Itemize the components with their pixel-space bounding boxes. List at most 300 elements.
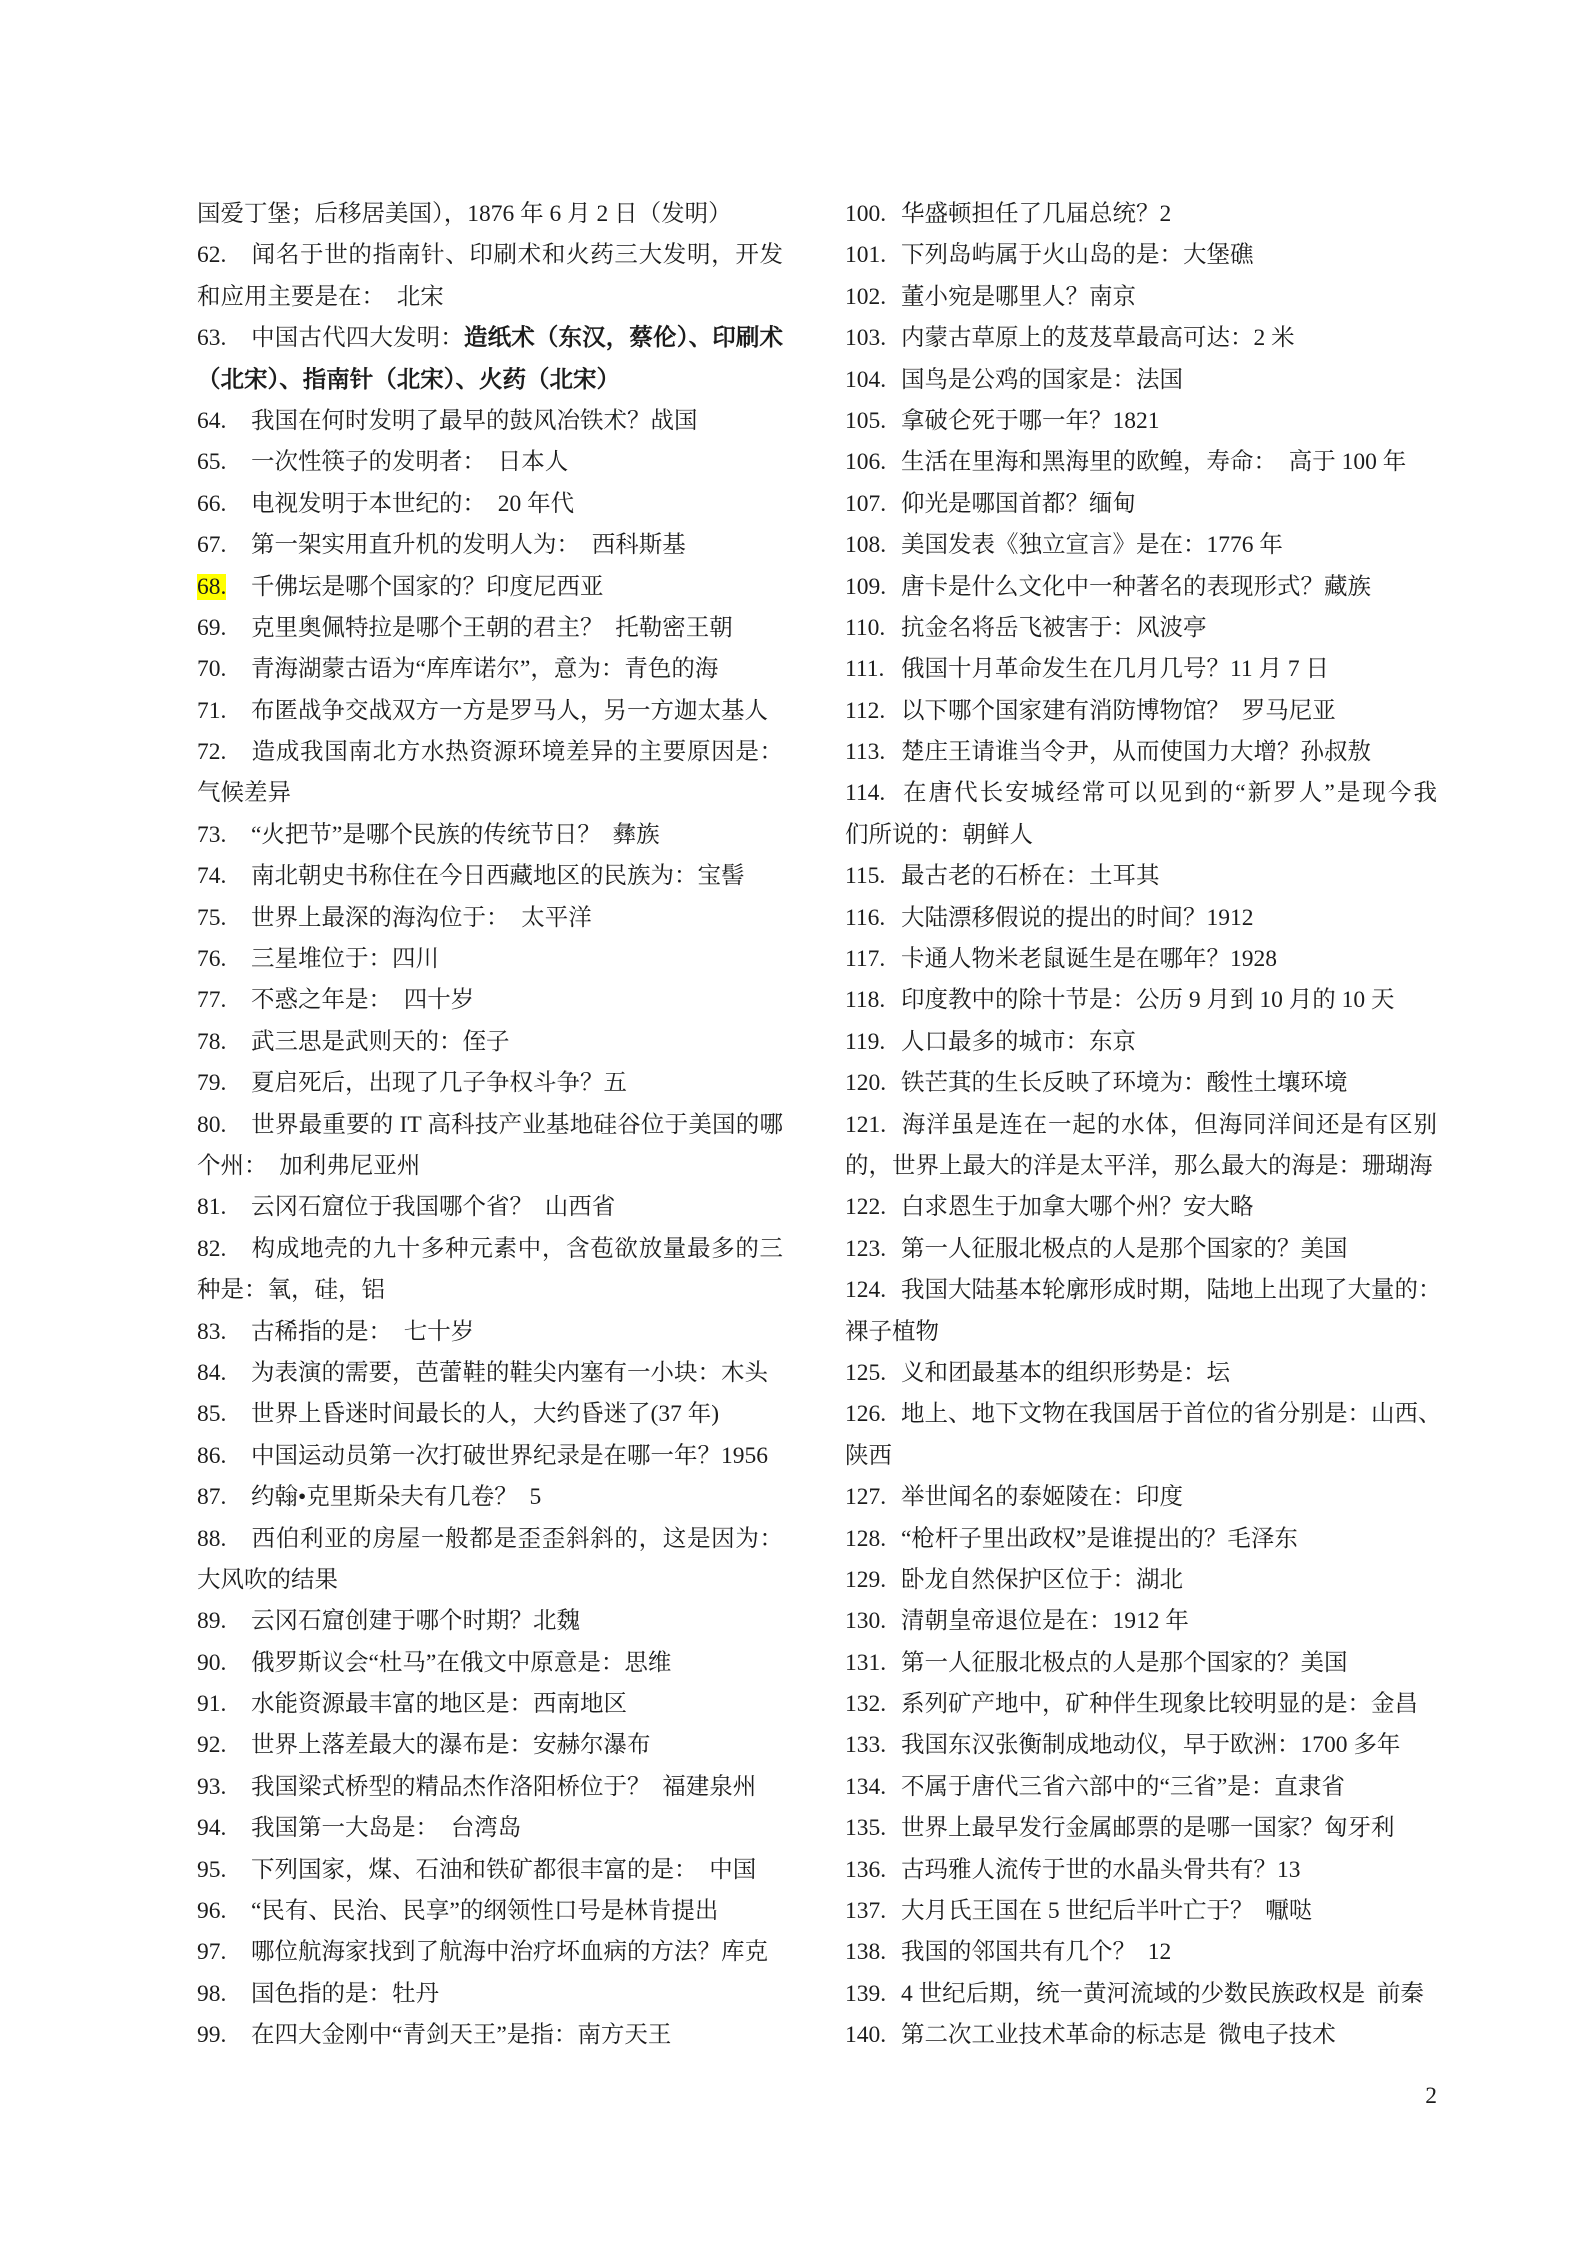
item-number (197, 1063, 251, 1104)
item-number-text: 85. (197, 1401, 227, 1428)
item-number (845, 1229, 901, 1270)
item-text: 第一人征服北极点的人是那个国家的？美国 (901, 1235, 1348, 1262)
list-item (197, 235, 783, 318)
item-line (197, 732, 783, 773)
item-text-bold: （北宋）、指南针（北宋）、火药（北宋） (197, 366, 620, 393)
item-text: 水能资源最丰富的地区是：西南地区 (251, 1691, 627, 1718)
item-number (845, 1643, 901, 1684)
item-number-text: 96. (197, 1898, 227, 1925)
item-line (845, 1436, 1437, 1477)
item-number-text: 110. (845, 614, 886, 641)
item-number (197, 1684, 251, 1725)
list-item (197, 318, 783, 401)
item-text: 国爱丁堡；后移居美国），1876 年 6 月 2 日（发明） (197, 201, 732, 227)
item-number (845, 360, 901, 401)
list-item (845, 484, 1437, 525)
list-item (197, 1850, 783, 1891)
item-text: 抗金名将岳飞被害于：风波亭 (901, 614, 1207, 641)
item-number (845, 732, 901, 773)
list-item (197, 1353, 783, 1394)
item-number (845, 1560, 901, 1601)
item-line (197, 1146, 783, 1187)
item-number (197, 1477, 251, 1518)
list-item (197, 1229, 783, 1312)
item-number (845, 1105, 901, 1146)
item-number-text: 78. (197, 1028, 227, 1055)
list-item (197, 1394, 783, 1435)
item-line (845, 1394, 1442, 1435)
item-number (197, 1891, 251, 1932)
item-number (197, 525, 251, 566)
item-number-text: 136. (845, 1856, 887, 1883)
item-text: 闻名于世的指南针、印刷术和火药三大发明，开发 (251, 242, 783, 269)
item-number-text: 138. (845, 1939, 887, 1966)
list-item (197, 525, 783, 566)
item-number (197, 442, 251, 483)
item-line (197, 1601, 783, 1642)
item-line (197, 1022, 783, 1063)
item-text: 唐卡是什么文化中一种著名的表现形式？藏族 (901, 573, 1371, 600)
list-item (197, 1187, 783, 1228)
item-line (845, 1063, 1437, 1104)
item-text: 三星堆位于：四川 (251, 946, 439, 973)
item-line (197, 1436, 783, 1477)
list-item (845, 649, 1437, 690)
list-item (197, 401, 783, 442)
list-item (845, 1684, 1437, 1725)
item-number-text: 130. (845, 1608, 887, 1635)
item-number (197, 401, 251, 442)
item-text: 大风吹的结果 (197, 1566, 338, 1593)
item-number (845, 525, 901, 566)
item-text: 系列矿产地中，矿种伴生现象比较明显的是：金昌 (901, 1691, 1418, 1718)
item-number (197, 980, 251, 1021)
item-number-text: 109. (845, 573, 887, 600)
list-item (197, 567, 783, 608)
item-number (845, 1063, 901, 1104)
item-number (845, 1394, 901, 1435)
item-text: 克里奥佩特拉是哪个王朝的君主？ 托勒密王朝 (251, 614, 733, 641)
item-line (845, 2015, 1437, 2056)
item-number-text: 129. (845, 1566, 887, 1593)
item-line (197, 691, 783, 732)
item-text: 在唐代长安城经常可以见到的“新罗人”是现今我 (901, 780, 1437, 807)
item-line (845, 1270, 1442, 1311)
item-number-text: 120. (845, 1070, 887, 1097)
item-line (845, 1850, 1437, 1891)
item-line (197, 277, 783, 318)
item-number (197, 691, 251, 732)
item-line (197, 1270, 783, 1311)
item-number (197, 856, 251, 897)
item-number (845, 1270, 901, 1311)
item-number-text: 112. (845, 697, 886, 724)
item-number-text: 139. (845, 1980, 887, 2007)
item-number (845, 1767, 901, 1808)
item-line (197, 194, 783, 235)
list-item (845, 401, 1437, 442)
list-item (845, 235, 1437, 276)
item-line (845, 649, 1437, 690)
list-item (845, 1477, 1437, 1518)
list-item (197, 1601, 783, 1642)
item-text: 义和团最基本的组织形势是：坛 (901, 1359, 1230, 1386)
item-number-text: 93. (197, 1773, 227, 1800)
item-number-text: 121. (845, 1111, 887, 1138)
item-line (845, 608, 1437, 649)
item-text: 种是：氧，硅，铝 (197, 1277, 385, 1304)
item-number-text: 124. (845, 1277, 887, 1304)
list-item (845, 980, 1437, 1021)
item-number-text: 82. (197, 1235, 227, 1262)
list-item (845, 691, 1437, 732)
list-item (845, 1022, 1437, 1063)
list-item (197, 939, 783, 980)
list-item (845, 1270, 1442, 1353)
item-line (197, 1187, 783, 1228)
item-number-text: 118. (845, 987, 886, 1014)
highlighted-item-number: 68. (197, 573, 227, 600)
item-number-text: 94. (197, 1815, 227, 1842)
item-number-text: 80. (197, 1111, 227, 1138)
item-text: 世界上昏迷时间最长的人，大约昏迷了(37 年) (251, 1401, 720, 1428)
list-item (197, 1932, 783, 1973)
item-text: 拿破仑死于哪一年？1821 (901, 407, 1160, 434)
list-item (197, 1519, 783, 1602)
list-item (845, 1187, 1437, 1228)
item-line (845, 1229, 1437, 1270)
item-text: 我国的邻国共有几个？ 12 (901, 1939, 1172, 1966)
item-number-text: 69. (197, 614, 227, 641)
item-line (845, 277, 1437, 318)
list-item (197, 691, 783, 732)
item-line (845, 1353, 1437, 1394)
item-text: 哪位航海家找到了航海中治疗坏血病的方法？库克 (251, 1939, 768, 1966)
item-number-text: 92. (197, 1732, 227, 1759)
list-item (197, 1684, 783, 1725)
list-item (197, 815, 783, 856)
item-text: 仰光是哪国首都？缅甸 (901, 490, 1136, 517)
list-item (197, 1974, 783, 2015)
item-number-text: 97. (197, 1939, 227, 1966)
item-number-text: 131. (845, 1649, 887, 1676)
item-number (845, 939, 901, 980)
item-line (845, 898, 1437, 939)
item-number-text: 65. (197, 449, 227, 476)
list-item (845, 1767, 1437, 1808)
item-line (197, 1932, 783, 1973)
list-item (845, 1105, 1437, 1188)
item-number (845, 194, 901, 235)
item-text: 我国大陆基本轮廓形成时期，陆地上出现了大量的： (901, 1277, 1442, 1304)
item-line (197, 608, 783, 649)
item-text: 第二次工业技术革命的标志是 微电子技术 (901, 2022, 1336, 2049)
item-text: 董小宛是哪里人？南京 (901, 283, 1136, 310)
item-line (845, 732, 1437, 773)
item-number (197, 649, 251, 690)
item-text: 布匿战争交战双方一方是罗马人，另一方迦太基人 (251, 697, 768, 724)
item-number-text: 132. (845, 1691, 887, 1718)
item-number (845, 484, 901, 525)
item-text: 武三思是武则天的：侄子 (251, 1028, 510, 1055)
item-number-text: 107. (845, 490, 887, 517)
item-number-text: 63. (197, 325, 227, 352)
item-number (845, 980, 901, 1021)
item-line (197, 1725, 783, 1766)
item-number (845, 1684, 901, 1725)
list-item (197, 732, 783, 815)
item-line (845, 1891, 1437, 1932)
item-text: 生活在里海和黑海里的欧鳇，寿命： 高于 100 年 (901, 449, 1407, 476)
item-line (845, 567, 1437, 608)
item-line (197, 1850, 783, 1891)
list-item (845, 360, 1437, 401)
item-text: 中国古代四大发明： (251, 325, 464, 352)
item-number-text: 83. (197, 1318, 227, 1345)
item-line (845, 318, 1437, 359)
item-text: 一次性筷子的发明者： 日本人 (251, 449, 569, 476)
item-number (197, 1394, 251, 1435)
item-text-bold: 造纸术（东汉，蔡伦）、印刷术 (463, 325, 784, 352)
item-line (197, 1891, 783, 1932)
item-number-text: 117. (845, 946, 886, 973)
item-line (845, 1808, 1437, 1849)
item-number (197, 2015, 251, 2056)
item-text: 下列国家，煤、石油和铁矿都很丰富的是： 中国 (251, 1856, 757, 1883)
item-text: 的，世界上最大的洋是太平洋，那么最大的海是：珊瑚海 (845, 1152, 1433, 1179)
item-text: 云冈石窟位于我国哪个省？ 山西省 (251, 1194, 616, 1221)
item-line (845, 1519, 1437, 1560)
list-item (845, 939, 1437, 980)
item-number-text: 119. (845, 1028, 886, 1055)
item-line (845, 1725, 1437, 1766)
item-number-text: 134. (845, 1773, 887, 1800)
item-line (845, 773, 1437, 814)
list-item (197, 1312, 783, 1353)
item-number (197, 1767, 251, 1808)
item-text: 下列岛屿属于火山岛的是：大堡礁 (901, 242, 1254, 269)
item-text: 第一人征服北极点的人是那个国家的？美国 (901, 1649, 1348, 1676)
item-number (197, 1850, 251, 1891)
page-number: 2 (1425, 2083, 1437, 2109)
item-line (845, 1022, 1437, 1063)
item-number-text: 103. (845, 325, 887, 352)
item-number-text: 137. (845, 1898, 887, 1925)
list-item (845, 773, 1437, 856)
item-line (845, 401, 1437, 442)
item-line (197, 980, 783, 1021)
item-number-text: 72. (197, 739, 227, 766)
item-line (197, 649, 783, 690)
list-item (197, 649, 783, 690)
item-line (845, 1684, 1437, 1725)
item-line (197, 1477, 783, 1518)
item-line (197, 898, 783, 939)
item-number-text: 100. (845, 201, 887, 227)
item-number (197, 1229, 251, 1270)
list-item (197, 1891, 783, 1932)
left-column (197, 194, 783, 2057)
item-line (845, 1974, 1437, 2015)
list-item (845, 525, 1437, 566)
list-item (845, 1808, 1437, 1849)
item-number-text: 102. (845, 283, 887, 310)
list-item (845, 442, 1437, 483)
item-line (845, 815, 1437, 856)
item-line (845, 360, 1437, 401)
item-line (197, 484, 783, 525)
list-item (197, 1477, 783, 1518)
item-number-text: 114. (845, 780, 886, 807)
list-item (845, 1353, 1437, 1394)
item-line (197, 360, 783, 401)
item-line (197, 1643, 783, 1684)
item-line (197, 567, 783, 608)
item-number-text: 133. (845, 1732, 887, 1759)
item-number (845, 1932, 901, 1973)
item-number (197, 1643, 251, 1684)
item-line (197, 1684, 783, 1725)
list-item (845, 567, 1437, 608)
item-text: 我国东汉张衡制成地动仪，早于欧洲：1700 多年 (901, 1732, 1401, 1759)
item-line (197, 235, 783, 276)
item-text: “民有、民治、民享”的纲领性口号是林肯提出 (251, 1898, 719, 1925)
item-number-text: 70. (197, 656, 227, 683)
item-number-text: 135. (845, 1815, 887, 1842)
item-line (845, 1560, 1437, 1601)
item-number-text: 75. (197, 904, 227, 931)
item-line (197, 1560, 783, 1601)
item-number (197, 484, 251, 525)
list-item (845, 1229, 1437, 1270)
item-number (845, 898, 901, 939)
item-number (197, 318, 251, 359)
item-number-text: 115. (845, 863, 886, 890)
list-item (845, 732, 1437, 773)
item-number (197, 235, 251, 276)
list-item (845, 898, 1437, 939)
list-item (845, 856, 1437, 897)
item-line (845, 1601, 1437, 1642)
item-text: 我国第一大岛是： 台湾岛 (251, 1815, 522, 1842)
list-item (845, 318, 1437, 359)
item-text: 青海湖蒙古语为“库库诺尔”，意为：青色的海 (251, 656, 719, 683)
item-number-text: 122. (845, 1194, 887, 1221)
list-item (845, 1850, 1437, 1891)
item-number-text: 81. (197, 1194, 227, 1221)
item-number-text: 62. (197, 242, 227, 269)
item-line (197, 815, 783, 856)
item-text: 内蒙古草原上的芨芨草最高可达：2 米 (901, 325, 1295, 352)
item-line (845, 1767, 1437, 1808)
item-text: 大陆漂移假说的提出的时间？1912 (901, 904, 1254, 931)
item-number-text: 105. (845, 407, 887, 434)
item-number (197, 1519, 251, 1560)
item-number-text: 73. (197, 821, 227, 848)
item-text: 世界上落差最大的瀑布是：安赫尔瀑布 (251, 1732, 651, 1759)
list-item (845, 1063, 1437, 1104)
list-item (845, 1974, 1437, 2015)
item-line (845, 1146, 1437, 1187)
item-text: 俄罗斯议会“杜马”在俄文中原意是：思维 (251, 1649, 672, 1676)
item-text: 云冈石窟创建于哪个时期？北魏 (251, 1608, 580, 1635)
item-number (845, 1850, 901, 1891)
item-number (197, 567, 251, 608)
item-number-text: 91. (197, 1691, 227, 1718)
item-number (197, 1022, 251, 1063)
item-line (845, 525, 1437, 566)
item-number (845, 442, 901, 483)
item-text: 为表演的需要，芭蕾鞋的鞋尖内塞有一小块：木头 (251, 1359, 768, 1386)
list-item (845, 1725, 1437, 1766)
item-number (845, 277, 901, 318)
item-line (197, 1808, 783, 1849)
item-line (197, 318, 783, 359)
item-text: 在四大金刚中“青剑天王”是指：南方天王 (251, 2022, 672, 2049)
item-number-text: 79. (197, 1070, 227, 1097)
item-line (197, 1312, 783, 1353)
item-number (197, 1932, 251, 1973)
item-number-text: 87. (197, 1484, 227, 1511)
item-number-text: 86. (197, 1442, 227, 1469)
item-text: 气候差异 (197, 780, 291, 807)
item-number-text: 126. (845, 1401, 887, 1428)
item-number-text: 66. (197, 490, 227, 517)
item-line (197, 442, 783, 483)
item-number (845, 1477, 901, 1518)
list-item (197, 1767, 783, 1808)
item-text: 人口最多的城市：东京 (901, 1028, 1136, 1055)
list-item (845, 1560, 1437, 1601)
item-text: 南北朝史书称住在今日西藏地区的民族为：宝髻 (251, 863, 745, 890)
item-number-text: 111. (845, 656, 885, 683)
item-line (197, 2015, 783, 2056)
item-number (197, 608, 251, 649)
list-item (197, 1063, 783, 1104)
item-line (845, 1643, 1437, 1684)
list-item (845, 1891, 1437, 1932)
item-text: 卡通人物米老鼠诞生是在哪年？1928 (901, 946, 1277, 973)
item-number (197, 1353, 251, 1394)
list-item (197, 898, 783, 939)
item-number (197, 1808, 251, 1849)
item-number-text: 98. (197, 1980, 227, 2007)
item-line (197, 1063, 783, 1104)
item-number-text: 77. (197, 987, 227, 1014)
list-item (197, 608, 783, 649)
item-line (197, 773, 783, 814)
item-number (845, 649, 901, 690)
item-line (197, 525, 783, 566)
item-text: “火把节”是哪个民族的传统节日？ 彝族 (251, 821, 660, 848)
item-number (845, 608, 901, 649)
item-text: 楚庄王请谁当令尹，从而使国力大增？孙叔敖 (901, 739, 1371, 766)
item-number-text: 127. (845, 1484, 887, 1511)
item-number (845, 856, 901, 897)
item-text: 千佛坛是哪个国家的？印度尼西亚 (251, 573, 604, 600)
list-item-continuation (197, 194, 783, 235)
item-number-text: 128. (845, 1525, 887, 1552)
item-number (845, 2015, 901, 2056)
item-number (197, 1725, 251, 1766)
item-number (845, 1519, 901, 1560)
item-line (197, 1229, 783, 1270)
item-line (197, 1353, 783, 1394)
list-item (197, 484, 783, 525)
item-number (845, 1974, 901, 2015)
item-number-text: 67. (197, 532, 227, 559)
list-item (197, 1022, 783, 1063)
